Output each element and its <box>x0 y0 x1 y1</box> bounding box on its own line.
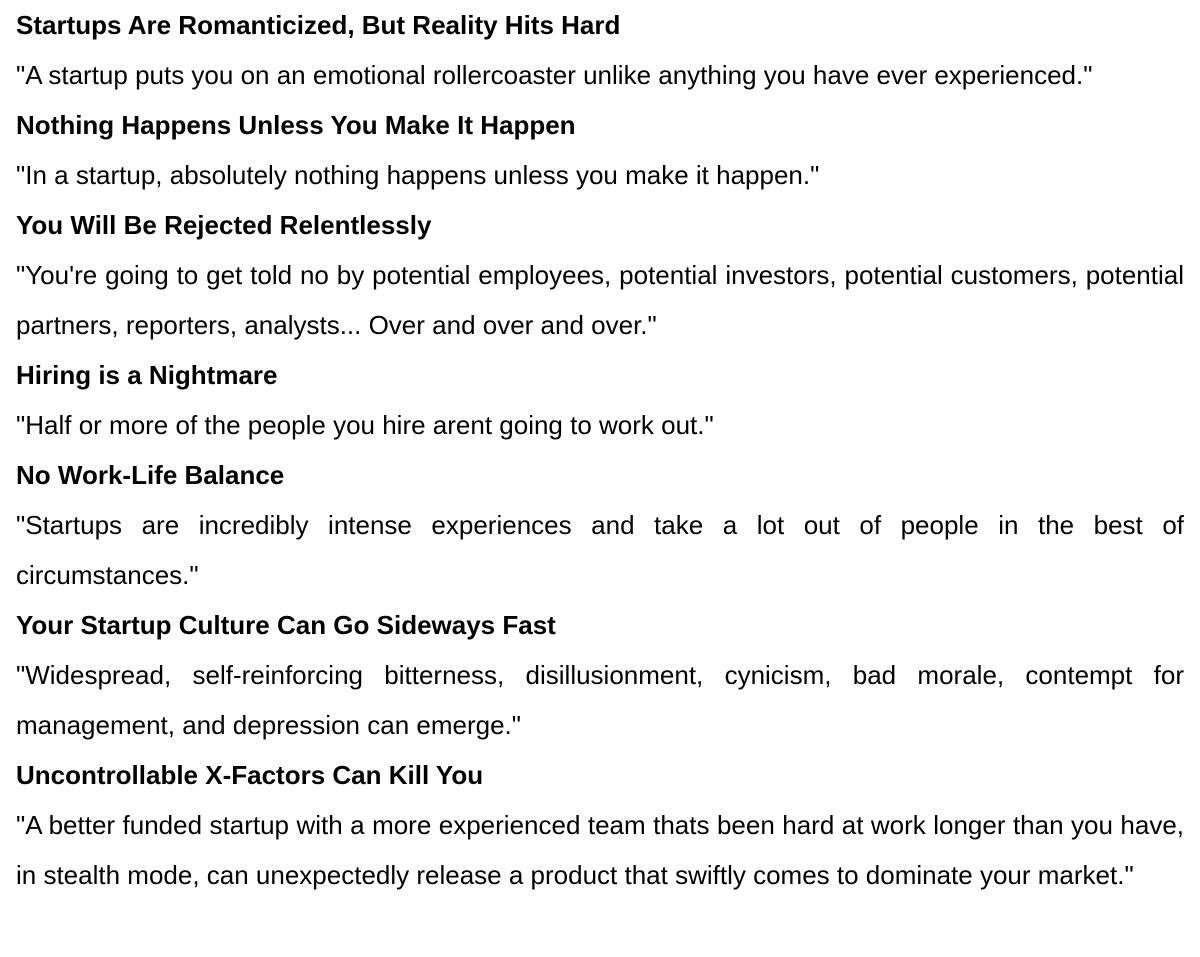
section-heading: You Will Be Rejected Relentlessly <box>16 210 432 240</box>
section-heading: Your Startup Culture Can Go Sideways Fast <box>16 610 556 640</box>
section-heading: Startups Are Romanticized, But Reality Hits Hard <box>16 10 621 40</box>
section-quote: "Half or more of the people you hire arent going to work out." <box>16 410 714 440</box>
section-quote: "A startup puts you on an emotional rollercoaster unlike anything you have ever experienced." <box>16 60 1093 90</box>
section-heading: Uncontrollable X-Factors Can Kill You <box>16 760 484 790</box>
section-quote: "Widespread, self-reinforcing bitterness, disillusionment, cynicism, bad morale, contempt for management, and depression can emerge." <box>16 660 1184 740</box>
section-quote: "You're going to get told no by potential employees, potential investors, potential customers, potential partners, reporters, analysts... Over and over and over." <box>16 260 1184 340</box>
section-heading: No Work-Life Balance <box>16 460 285 490</box>
section-quote: "Startups are incredibly intense experiences and take a lot out of people in the best of circumstances." <box>16 510 1184 590</box>
section-heading: Nothing Happens Unless You Make It Happen <box>16 110 576 140</box>
section-quote: "A better funded startup with a more experienced team thats been hard at work longer than you have, in stealth mode, can unexpectedly release a product that swiftly comes to dominate your market." <box>16 810 1184 890</box>
section-quote: "In a startup, absolutely nothing happens unless you make it happen." <box>16 160 820 190</box>
section-heading: Hiring is a Nightmare <box>16 360 278 390</box>
